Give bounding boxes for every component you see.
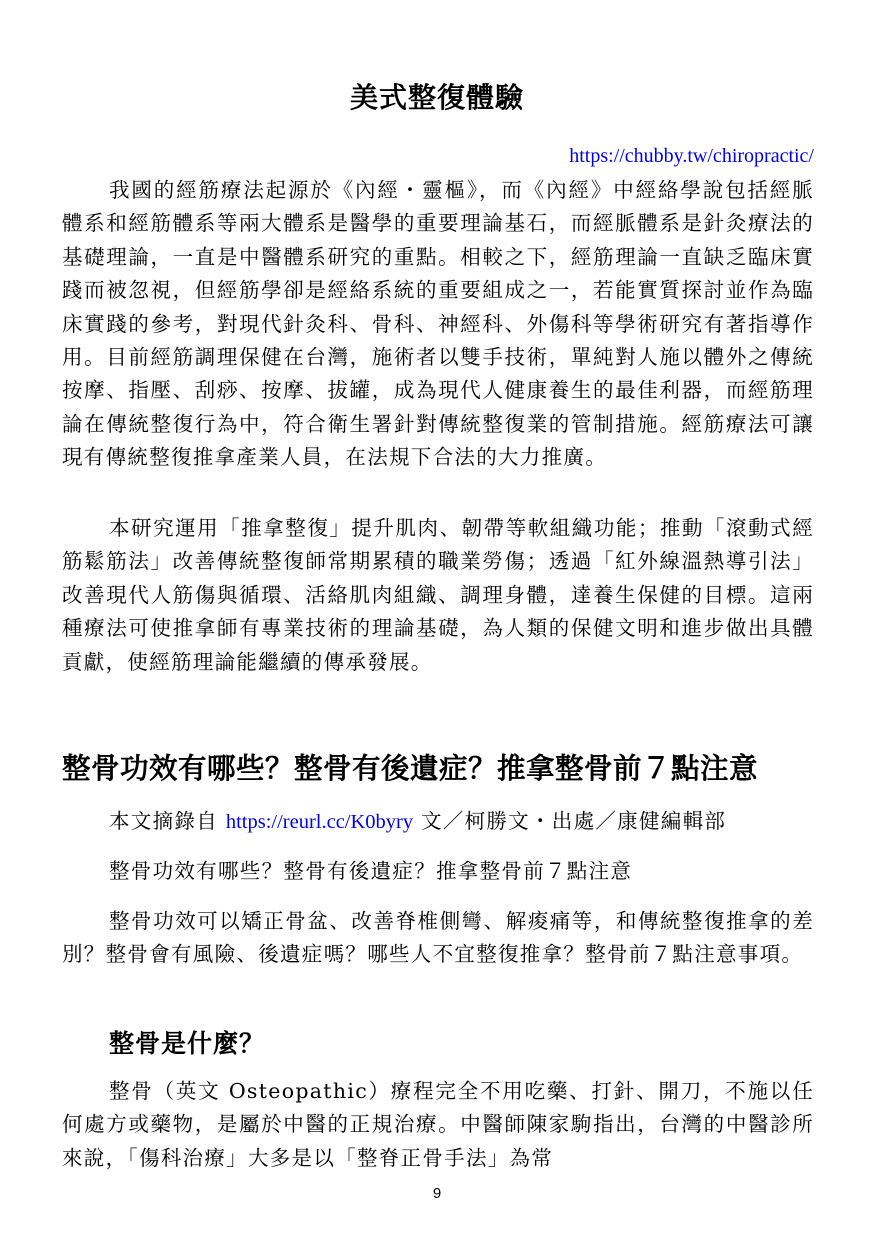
excerpt-credit xyxy=(109,806,829,837)
subheading-what-is-bone-setting: 整骨是什麼？ xyxy=(109,1029,266,1058)
excerpt-prefix: 本文摘錄自 xyxy=(109,809,218,833)
page-title: 美式整復體驗 xyxy=(349,81,524,114)
section-heading: 整骨功效有哪些？整骨有後遺症？推拿整骨前７點注意 xyxy=(62,752,759,785)
paragraph-bone-setting-intro: 整骨功效可以矯正骨盆、改善脊椎側彎、解痠痛等，和傳統整復推拿的差別？整骨會有風險、後遺症嗎？哪些人不宜整復推拿？整骨前７點注意事項。 xyxy=(62,909,814,967)
excerpt-suffix: 文／柯勝文・出處／康健編輯部 xyxy=(420,809,727,833)
paragraph-research-methods: 本研究運用「推拿整復」提升肌肉、韌帶等軟組織功能；推動「滾動式經筋鬆筋法」改善傳統整復師常期累積的職業勞傷；透過「紅外線溫熱導引法」改善現代人筋傷與循環、活絡肌肉組織、調理身體，達養生保健的目標。這兩種療法可使推拿師有專業技術的理論基礎，為人類的保健文明和進步做出具體貢獻，使經筋理論能繼續的傳承發展。 xyxy=(62,516,814,674)
source-link[interactable]: https://chubby.tw/chiropractic/ xyxy=(569,145,814,167)
excerpt-link[interactable]: https://reurl.cc/K0byry xyxy=(225,811,414,833)
page-number: 9 xyxy=(432,1185,442,1202)
paragraph-origin-of-meridian-therapy: 我國的經筋療法起源於《內經・靈樞》，而《內經》中經絡學說包括經脈體系和經筋體系等兩大體系是醫學的重要理論基石，而經脈體系是針灸療法的基礎理論，一直是中醫體系研究的重點。相較之下，經筋理論一直缺乏臨床實踐而被忽視，但經筋學卻是經絡系統的重要組成之一，若能實質探討並作為臨床實踐的參考，對現代針灸科、骨科、神經科、外傷科等學術研究有著指導作用。目前經筋調理保健在台灣，施術者以雙手技術，單純對人施以體外之傳統按摩、指壓、刮痧、按摩、拔罐，成為現代人健康養生的最佳利器，而經筋理論在傳統整復行為中，符合衛生署針對傳統整復業的管制措施。經筋療法可讓現有傳統整復推拿產業人員，在法規下合法的大力推廣。 xyxy=(62,178,814,470)
article-subtitle: 整骨功效有哪些？整骨有後遺症？推拿整骨前７點注意 xyxy=(109,859,633,883)
paragraph-osteopathic-definition: 整骨（英文 Osteopathic）療程完全不用吃藥、打針、開刀，不施以任何處方或藥物，是屬於中醫的正規治療。中醫師陳家駒指出，台灣的中醫診所來說，「傷科治療」大多是以「整脊正骨手法」為常 xyxy=(62,1079,814,1170)
